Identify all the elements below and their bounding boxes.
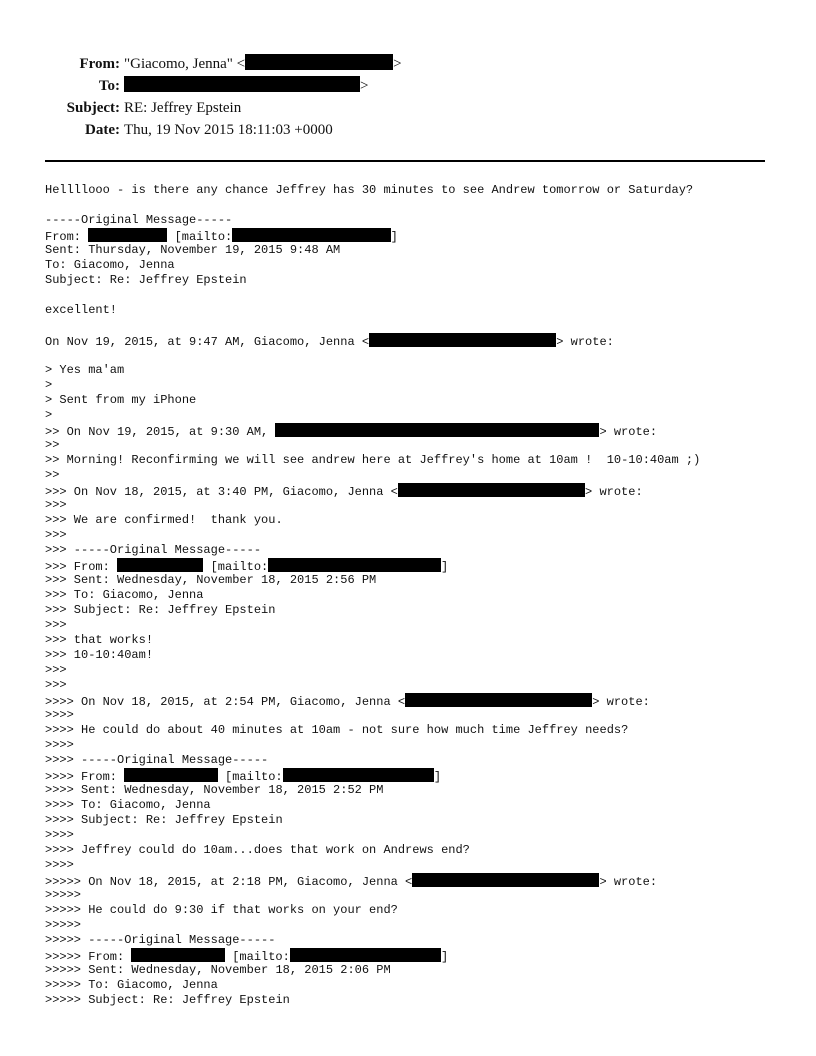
email-line: Hellllooo - is there any chance Jeffrey has 30 minutes to see Andrew tomorrow or Saturday?	[45, 183, 694, 197]
email-line: >>>	[45, 663, 67, 677]
redaction-box	[88, 228, 167, 242]
redaction-box	[268, 558, 441, 572]
redaction-box	[131, 948, 225, 962]
redaction-box	[117, 558, 203, 572]
email-line: Subject: Re: Jeffrey Epstein	[45, 273, 247, 287]
email-line: >>> We are confirmed! thank you.	[45, 513, 283, 527]
from-close: >	[393, 56, 402, 72]
subject-label: Subject:	[66, 100, 120, 116]
to-value	[124, 75, 368, 97]
email-line: >>>>>	[45, 918, 82, 932]
redaction-box	[275, 423, 599, 437]
redaction-box	[412, 873, 599, 887]
email-line: >>	[45, 438, 60, 452]
email-line: >>>> Subject: Re: Jeffrey Epstein	[45, 813, 283, 827]
email-line: >>>>> Subject: Re: Jeffrey Epstein	[45, 993, 290, 1007]
email-line: On Nov 19, 2015, at 9:47 AM, Giacomo, Jenna < > wrote:	[45, 335, 614, 349]
date-label: Date:	[85, 122, 120, 138]
email-line: >>>> Jeffrey could do 10am...does that work on Andrews end?	[45, 843, 470, 857]
email-line: >	[45, 378, 53, 392]
email-line: >>>> Sent: Wednesday, November 18, 2015 2:52 PM	[45, 783, 384, 797]
email-line: >>> Sent: Wednesday, November 18, 2015 2:56 PM	[45, 573, 377, 587]
subject-value: RE: Jeffrey Epstein	[124, 100, 242, 116]
to-label: To:	[98, 78, 120, 94]
email-line: >>> From: [mailto: ]	[45, 560, 449, 574]
email-line: >>>>> Sent: Wednesday, November 18, 2015 2:06 PM	[45, 963, 391, 977]
email-line: >>>> To: Giacomo, Jenna	[45, 798, 211, 812]
email-line: >>>	[45, 528, 67, 542]
redaction-box	[283, 768, 434, 782]
email-line: >>>>	[45, 828, 74, 842]
email-line: >>> To: Giacomo, Jenna	[45, 588, 204, 602]
email-line: >>>>>	[45, 888, 82, 902]
email-line: >>>>	[45, 738, 74, 752]
email-line: >>>>> From: [mailto: ]	[45, 950, 449, 964]
email-line	[45, 318, 805, 333]
email-line: -----Original Message-----	[45, 213, 233, 227]
email-line: >>>>	[45, 708, 74, 722]
email-line: >	[45, 408, 53, 422]
email-line: To: Giacomo, Jenna	[45, 258, 175, 272]
to-close: >	[360, 78, 369, 94]
date-value: Thu, 19 Nov 2015 18:11:03 +0000	[124, 122, 333, 138]
email-body	[45, 183, 805, 1008]
header-date-row	[0, 119, 816, 141]
email-line: From: [mailto: ]	[45, 230, 398, 244]
email-line: >>>>> To: Giacomo, Jenna	[45, 978, 218, 992]
header-from-row	[0, 53, 816, 75]
redaction-box	[405, 693, 592, 707]
email-line: >>>>> On Nov 18, 2015, at 2:18 PM, Giacomo, Jenna < > wrote:	[45, 875, 658, 889]
redaction-box	[369, 333, 556, 347]
email-line	[45, 288, 805, 303]
from-name: "Giacomo, Jenna" <	[124, 56, 246, 72]
email-line: >>>> From: [mailto: ]	[45, 770, 442, 784]
email-line: excellent!	[45, 303, 118, 317]
email-line: >>> On Nov 18, 2015, at 3:40 PM, Giacomo, Jenna < > wrote:	[45, 485, 643, 499]
email-line: >>>> On Nov 18, 2015, at 2:54 PM, Giacomo, Jenna < > wrote:	[45, 695, 650, 709]
email-line: >>>	[45, 498, 67, 512]
email-line: >>> 10-10:40am!	[45, 648, 154, 662]
email-line: >>> -----Original Message-----	[45, 543, 262, 557]
email-line: > Yes ma'am	[45, 363, 125, 377]
email-line: >>> Subject: Re: Jeffrey Epstein	[45, 603, 276, 617]
email-line: >>>> -----Original Message-----	[45, 753, 269, 767]
email-line: >>>>> -----Original Message-----	[45, 933, 276, 947]
header-subject-row	[0, 97, 816, 119]
email-line: Sent: Thursday, November 19, 2015 9:48 AM	[45, 243, 341, 257]
email-line	[45, 198, 805, 213]
redaction-box	[232, 228, 390, 242]
from-label: From:	[79, 56, 120, 72]
email-line: >>>	[45, 618, 67, 632]
email-line: >> Morning! Reconfirming we will see andrew here at Jeffrey's home at 10am ! 10-10:40am ;)	[45, 453, 701, 467]
redaction-box	[245, 54, 393, 70]
email-line: > Sent from my iPhone	[45, 393, 197, 407]
redaction-box	[124, 76, 360, 92]
email-line: >>>> He could do about 40 minutes at 10am - not sure how much time Jeffrey needs?	[45, 723, 629, 737]
redaction-box	[398, 483, 585, 497]
email-line	[45, 348, 805, 363]
email-line: >>>>	[45, 858, 74, 872]
from-value	[124, 53, 402, 75]
email-line: >>>>> He could do 9:30 if that works on your end?	[45, 903, 398, 917]
header-to-row	[0, 75, 816, 97]
email-line: >>	[45, 468, 60, 482]
redaction-box	[290, 948, 441, 962]
email-line: >>> that works!	[45, 633, 154, 647]
email-line: >>>	[45, 678, 67, 692]
email-line: >> On Nov 19, 2015, at 9:30 AM, > wrote:	[45, 425, 658, 439]
redaction-box	[124, 768, 218, 782]
header-divider	[45, 160, 765, 162]
